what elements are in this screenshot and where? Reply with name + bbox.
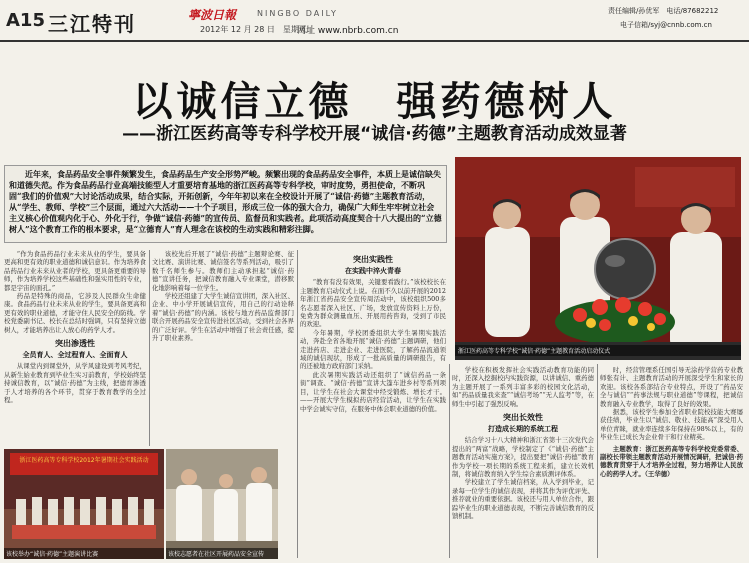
column-3-paragraph: 此次暑期实践活动还组织了“诚信药品一条街”调查、“诚信·药德”宣讲大篷车进乡村等系列项目，让学生在社会大课堂中经受锻炼、增长才干。——开展大学生模拟药店经营活动，让学生在实践中学会诚实守信，在服务中体会职业道德的价值。 (300, 370, 446, 413)
column-divider (149, 250, 150, 446)
column-2-paragraph: 该校先后开展了“诚信·药德”主题辩论赛、征文比赛、演讲比赛、诚信签名等系列活动，吸引了数千名师生参与。教师们主动承担起“诚信·药德”宣讲任务，把诚信教育融入专业课堂，潜移默化地影响着每一位学生。 (152, 250, 294, 292)
section-heading-practice: 突出实践性 (353, 254, 393, 264)
photo-caption: 浙江医药高等专科学校“诚信·药德”主题教育活动启动仪式 (455, 345, 741, 356)
column-5-note: 主题教育：浙江医药高等专科学校党委常委、副校长带领主题教育活动开展情况调研，把诚信·药德教育贯穿于人才培养全过程，努力培养让人民放心的药学人才。（王华德） (600, 444, 743, 478)
section-subheading-practice: 在实践中淬火青春 (345, 266, 401, 275)
section-subheading-longterm: 打造成长期的系统工程 (488, 424, 558, 434)
subheadline: ——浙江医药高等专科学校开展“诚信·药德”主题教育活动成效显著 (122, 124, 627, 144)
column-1-paragraph: “作为食品药品行业未来从业的学生，要具备更高和更有效的职业道德和诚信意识。作为培养食品药品行业未来从业者的学校，更具备更重要的导师，作为培养学校这些基础性和强实用性的专业，都是宇宙的面孔。” (4, 250, 146, 292)
group-photo-illustration (4, 449, 164, 559)
page-number: A15 (6, 10, 45, 31)
paper-name-english: NINGBO DAILY (257, 9, 338, 18)
article-column-2 (152, 250, 294, 446)
column-3-paragraph: 今年暑期，学校团委组织大学生暑期实践活动，奔赴全省各地开展“诚信·药德”主题调研，他们走进药店、走进企业、走进医院，了解药品流通领域的诚信现状，形成了一批高质量的调研报告，有的还被地方政府部门采纳。 (300, 328, 446, 371)
photo-caption: 该校志愿者在社区开展药品安全宣传 (166, 548, 278, 559)
column-divider (597, 364, 598, 558)
lead-paragraph: 近年来，食品药品安全事件频繁发生，食品药品生产安全形势严峻。频繁出现的食品药品安全事件，本质上是诚信缺失和道德失范。作为食品药品行业高端技能型人才重要培育基地的浙江医药高等专科学校，审时度势，勇担使命，不断巩固“我们的价值观”大讨论活动成果，结合实际，开拓创新，今年年初以来在全校设计开展了“诚信·药德”主题教育活动，从“学生、教师、学校”三个层面，通过六大活动——十个子项目，形成三位一体的强大合力，确保广大师生牢牢树立社会主义核心价值观内化于心、外化于行，争做“诚信·药德”的宣传员、监督员和实践者。此项活动高度契合十八大提出的“立德树人”这个教育工作的根本要求，是“立德育人”育人理念在该校的生动实践和精彩注脚。 (4, 165, 447, 243)
column-5-paragraph: 据悉，该校学生参加全省职业院校技能大赛屡获佳绩，毕业生以“诚信、敬业、技能高”深受用人单位青睐，就业率连续多年保持在98%以上，有的毕业生已成长为企业骨干和行业精英。 (600, 408, 743, 442)
column-4-paragraph: 学校建立了学生诚信档案，从入学到毕业，记录每一位学生的诚信表现，并将其作为评优评先、推荐就业的重要依据。该校还与用人单位合作，跟踪毕业生的职业道德表现，不断完善诚信教育的反馈机制。 (452, 478, 594, 521)
volunteer-photo-illustration (166, 449, 278, 559)
column-4-paragraph: 结合学习十八大精神和浙江省第十三次党代会提出的“两富”战略，学校制定了《“诚信·药德”主题教育活动实施方案》，提出要把“诚信·药德”教育作为学校一项长期的系统工程来抓，建立长效机制，将诚信教育纳入学生综合素质测评体系。 (452, 436, 594, 479)
article-column-3 (300, 250, 446, 558)
article-column-4 (452, 366, 594, 558)
practice-group-photo (4, 449, 164, 559)
paper-logo: 寧波日報 (188, 8, 237, 22)
column-1-paragraph: 从课堂内到课堂外，从学风建设到考风考纪，从新生始业教育到毕业生实习前教育，学校始终坚持诚信教育，以“诚信·药德”为主线，把德育渗透于人才培养的各个环节，贯穿于教育教学的全过程。 (4, 362, 146, 405)
editor-email: 电子信箱/syj@cnnb.com.cn (620, 21, 712, 29)
section-heading-penetration: 突出渗透性 (55, 338, 95, 349)
website-link[interactable]: 网址 www.nbrb.com.cn (297, 26, 399, 36)
section-heading-longterm: 突出长效性 (503, 412, 543, 423)
article-column-5 (600, 366, 743, 558)
editor-info: 责任编辑/孙优军 电话/87682212 (608, 7, 719, 15)
volunteer-photo (166, 449, 278, 559)
section-name: 三江特刊 (48, 12, 136, 36)
column-2-paragraph: 学校还组建了大学生诚信宣讲团，深入社区、企业、中小学开展诚信宣传，用自己的行动诠释着“诚信·药德”的内涵。该校与地方药品监督部门联合开展药品安全宣传进社区活动，受到社会各界的广泛好评。学生在活动中增强了社会责任感，提升了职业素养。 (152, 292, 294, 343)
column-3-paragraph: “教育有没有效果，关键要看践行。”该校校长在主题教育启动仪式上说。在面不久以前开展的2012年浙江省药品安全宣传周活动中，该校组织500多名志愿者深入社区、广场，发放宣传资料上万份，免费为群众测量血压、开展用药咨询，受到了市民的欢迎。 (300, 278, 446, 329)
photo-caption: 该校举办“诚信·药德”主题演讲比赛 (4, 548, 164, 559)
ceremony-photo-illustration (455, 157, 741, 360)
column-divider (297, 250, 298, 558)
article-column-1 (4, 250, 146, 446)
issue-date: 2012年 12 月 28 日 星期五 (200, 25, 307, 34)
column-5-paragraph: 时，经营管理系任国引导无涂药学营药专业教师张有计、主题教育活动的开展深受学生和家长的欢迎。该校各系部结合专业特点，开设了“药品安全与诚信”“药事法规与职业道德”等课程，把诚信教育融入专业教学，取得了良好的效果。 (600, 366, 743, 408)
column-4-paragraph: 学校在积极发挥社会实践活动教育功能的同时，还深入挖掘校内实践资源，以讲诚信、重药德为主题开展了一系列丰富多彩的校园文化活动，如“药品质量我来查”“诚信考场”“无人监考”等，在师生中引起了强烈反响。 (452, 366, 594, 408)
headline: 以诚信立德 强药德树人 (132, 78, 617, 125)
column-divider (449, 364, 450, 558)
event-banner: 浙江医药高等专科学校2012年暑期社会实践活动 (19, 457, 149, 464)
ceremony-photo (455, 157, 741, 360)
column-1-paragraph: 药品是特殊的商品，它涉及人民群众生命健康。食品药品行业未来从业的学生，要具备更高和更有效的职业道德，才能守住人民安全的防线。学校党委副书记、校长在总结时强调，只有坚持立德树人，才能培养出让人放心的药学人才。 (4, 292, 146, 334)
section-subheading-penetration: 全员育人、全过程育人、全面育人 (22, 350, 128, 360)
